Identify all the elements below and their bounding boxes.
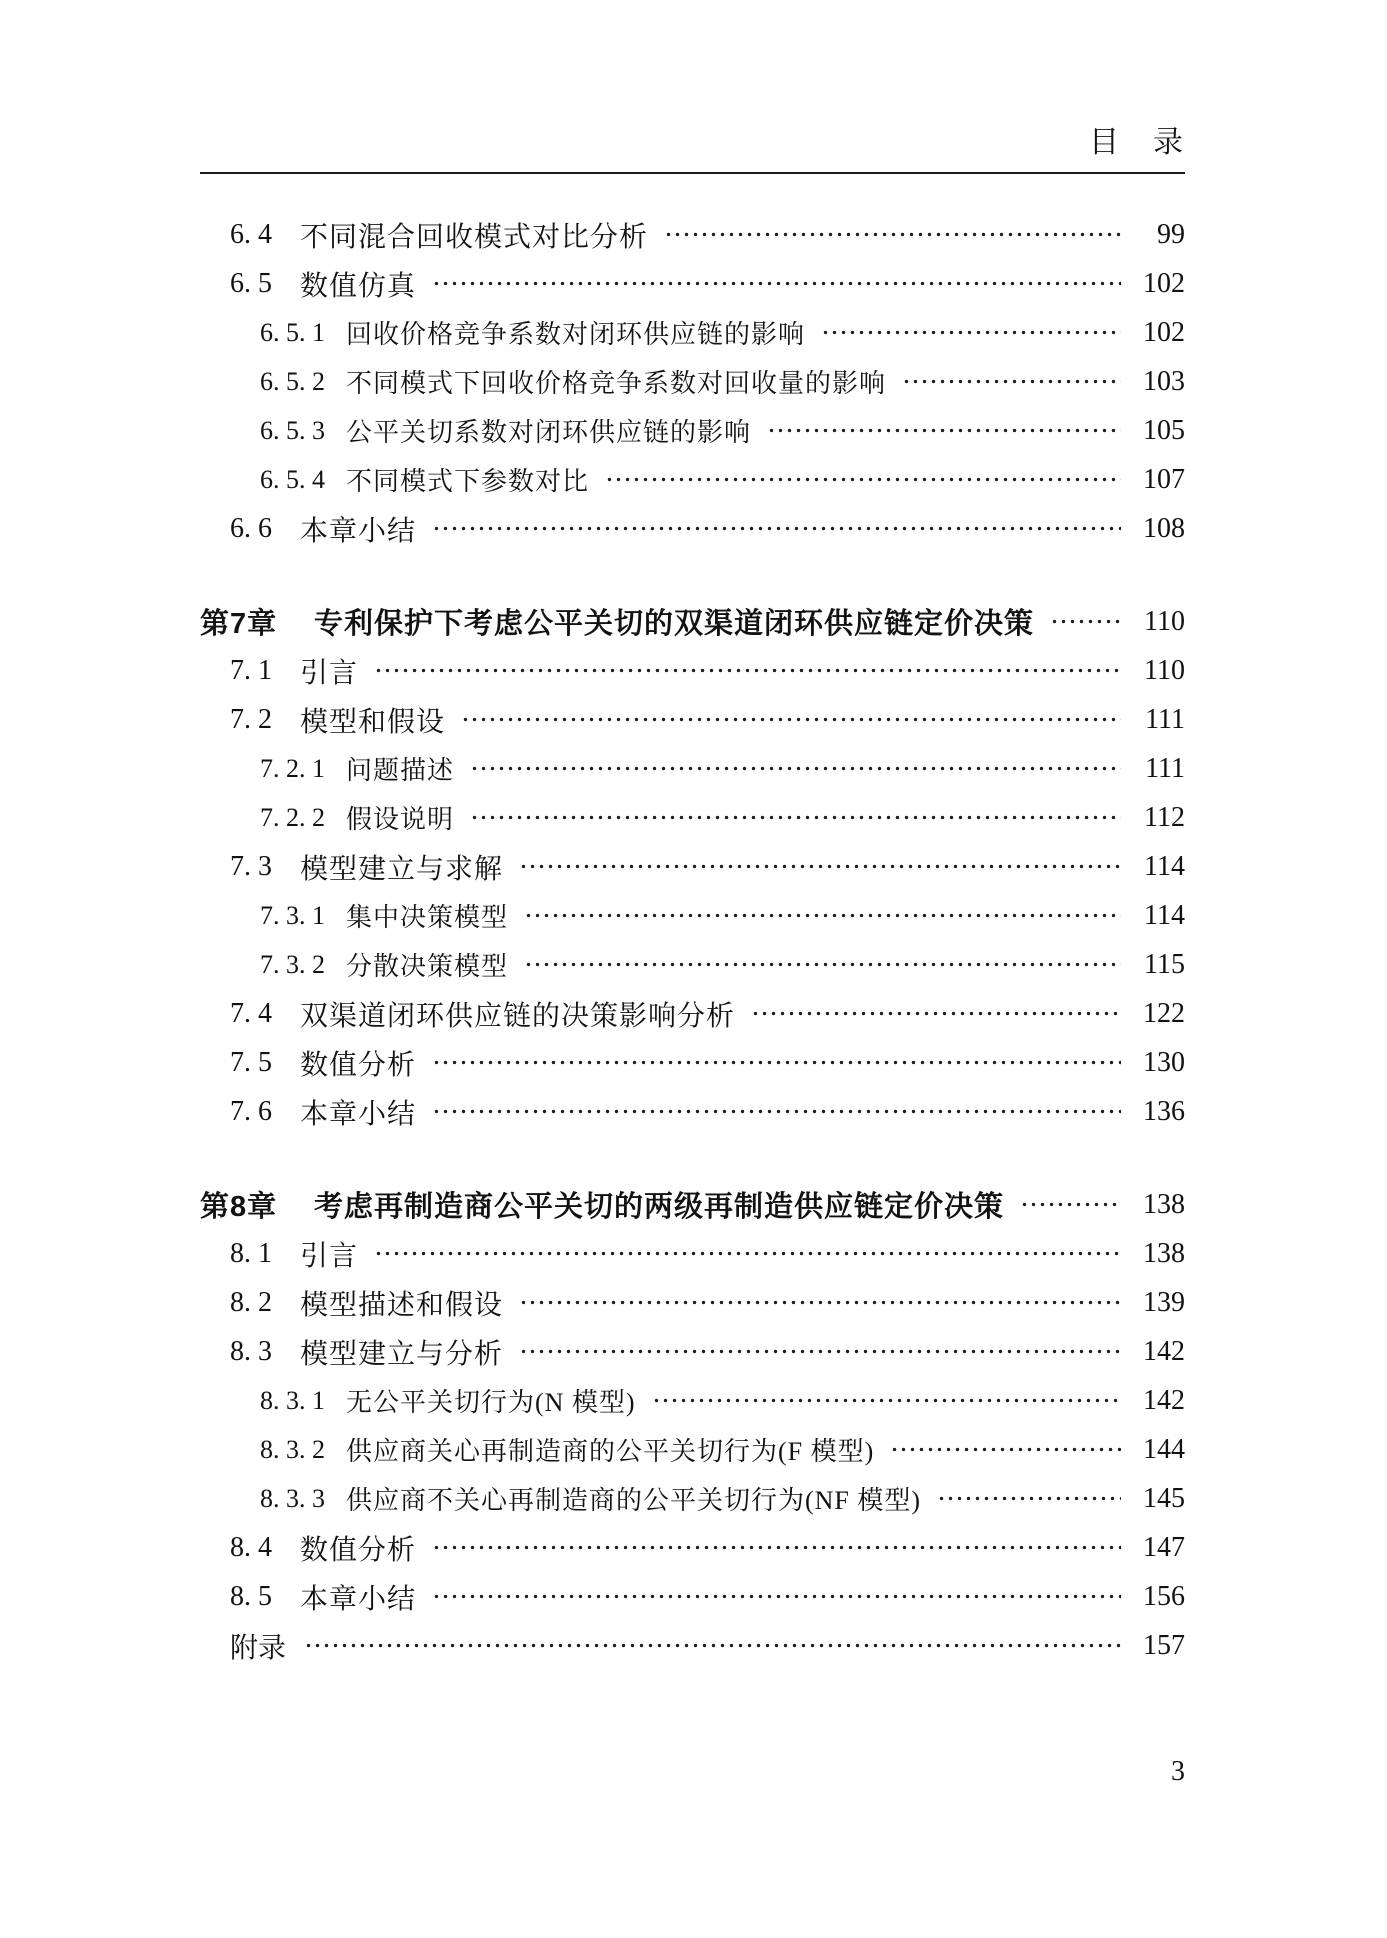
- leader-dots: [890, 1425, 1121, 1474]
- entry-title: 不同模式下参数对比: [346, 467, 590, 496]
- entry-number: 7. 5: [230, 1046, 272, 1078]
- entry-page: 103: [1143, 365, 1185, 397]
- toc-entry: [230, 210, 1185, 259]
- toc-entry: [260, 1376, 1185, 1425]
- toc-list: [200, 210, 1185, 1670]
- leader-dots: [767, 406, 1121, 455]
- entry-title: 公平关切系数对闭环供应链的影响: [346, 418, 752, 447]
- entry-page: 144: [1143, 1433, 1185, 1465]
- entry-title: 模型描述和假设: [300, 1289, 504, 1321]
- leader-dots: [605, 455, 1121, 504]
- entry-title: 本章小结: [300, 515, 417, 547]
- entry-page: 139: [1143, 1286, 1185, 1318]
- entry-page: 138: [1143, 1188, 1185, 1220]
- toc-entry: [230, 504, 1185, 553]
- entry-title: 专利保护下考虑公平关切的双渠道闭环供应链定价决策: [314, 608, 1035, 640]
- leader-dots: [519, 1278, 1121, 1327]
- leader-dots: [664, 210, 1121, 259]
- leader-dots: [1050, 597, 1121, 646]
- entry-number: 6. 5. 2: [260, 366, 325, 396]
- entry-title: 假设说明: [346, 805, 455, 834]
- entry-title: 分散决策模型: [346, 952, 509, 981]
- entry-page: 147: [1143, 1531, 1185, 1563]
- toc-entry: [230, 1621, 1185, 1670]
- entry-title: 集中决策模型: [346, 903, 509, 932]
- entry-page: 99: [1157, 218, 1185, 250]
- entry-title: 不同混合回收模式对比分析: [300, 221, 649, 253]
- entry-page: 112: [1144, 801, 1185, 833]
- toc-entry: [260, 1474, 1185, 1523]
- toc-entry: [200, 1180, 1185, 1229]
- entry-number: 6. 6: [230, 512, 272, 544]
- entry-number: 7. 3: [230, 850, 272, 882]
- entry-title: 数值分析: [300, 1049, 417, 1081]
- entry-title: 考虑再制造商公平关切的两级再制造供应链定价决策: [314, 1191, 1005, 1223]
- entry-title: 数值仿真: [300, 270, 417, 302]
- entry-page: 122: [1143, 997, 1185, 1029]
- entry-page: 102: [1143, 267, 1185, 299]
- leader-dots: [374, 1229, 1121, 1278]
- toc-entry: [260, 308, 1185, 357]
- entry-number: 7. 3. 2: [260, 949, 325, 979]
- leader-dots: [374, 646, 1121, 695]
- entry-number: 8. 5: [230, 1580, 272, 1612]
- toc-entry: [230, 695, 1185, 744]
- toc-entry: [230, 1572, 1185, 1621]
- entry-page: 142: [1143, 1384, 1185, 1416]
- toc-entry: [230, 1087, 1185, 1136]
- toc-entry: [260, 891, 1185, 940]
- entry-title: 模型建立与分析: [300, 1338, 504, 1370]
- entry-page: 108: [1143, 512, 1185, 544]
- entry-number: 8. 3: [230, 1335, 272, 1367]
- entry-number: 7. 4: [230, 997, 272, 1029]
- toc-entry: [230, 646, 1185, 695]
- toc-entry: [230, 1523, 1185, 1572]
- entry-page: 102: [1143, 316, 1185, 348]
- leader-dots: [432, 259, 1121, 308]
- entry-number: 8. 3. 1: [260, 1385, 325, 1415]
- toc-entry: [260, 357, 1185, 406]
- entry-title: 双渠道闭环供应链的决策影响分析: [300, 1000, 736, 1032]
- entry-number: 8. 3. 3: [260, 1483, 325, 1513]
- toc-entry: [260, 940, 1185, 989]
- entry-number: 第8章: [200, 1191, 278, 1223]
- leader-dots: [821, 308, 1121, 357]
- toc-entry: [230, 1327, 1185, 1376]
- entry-page: 130: [1143, 1046, 1185, 1078]
- entry-number: 7. 6: [230, 1095, 272, 1127]
- entry-number: 6. 5. 1: [260, 317, 325, 347]
- toc-entry: [260, 406, 1185, 455]
- entry-page: 156: [1143, 1580, 1185, 1612]
- entry-number: 7. 1: [230, 654, 272, 686]
- entry-title: 数值分析: [300, 1534, 417, 1566]
- entry-number: 6. 5: [230, 267, 272, 299]
- leader-dots: [461, 695, 1121, 744]
- entry-number: 7. 3. 1: [260, 900, 325, 930]
- entry-number: 第7章: [200, 608, 278, 640]
- entry-number: 8. 1: [230, 1237, 272, 1269]
- leader-dots: [304, 1621, 1121, 1670]
- toc-entry: [230, 842, 1185, 891]
- entry-title: 模型建立与求解: [300, 853, 504, 885]
- entry-page: 114: [1144, 899, 1185, 931]
- toc-entry: [230, 1278, 1185, 1327]
- entry-page: 111: [1145, 752, 1185, 784]
- leader-dots: [519, 1327, 1121, 1376]
- leader-dots: [470, 744, 1121, 793]
- entry-title: 供应商不关心再制造商的公平关切行为(NF 模型): [346, 1486, 922, 1515]
- leader-dots: [937, 1474, 1121, 1523]
- leader-dots: [902, 357, 1121, 406]
- entry-page: 136: [1143, 1095, 1185, 1127]
- entry-title: 引言: [300, 657, 359, 689]
- leader-dots: [519, 842, 1121, 891]
- toc-entry: [260, 1425, 1185, 1474]
- leader-dots: [432, 504, 1121, 553]
- toc-entry: [200, 597, 1185, 646]
- entry-number: 8. 3. 2: [260, 1434, 325, 1464]
- toc-entry: [230, 259, 1185, 308]
- entry-title: 供应商关心再制造商的公平关切行为(F 模型): [346, 1437, 875, 1466]
- entry-title: 本章小结: [300, 1098, 417, 1130]
- entry-page: 105: [1143, 414, 1185, 446]
- toc-entry: [260, 744, 1185, 793]
- leader-dots: [524, 891, 1121, 940]
- entry-page: 145: [1143, 1482, 1185, 1514]
- entry-page: 107: [1143, 463, 1185, 495]
- page-footer: [0, 1756, 1185, 1788]
- entry-page: 115: [1144, 948, 1185, 980]
- page-number: 3: [1171, 1756, 1185, 1787]
- leader-dots: [432, 1087, 1121, 1136]
- entry-number: 7. 2: [230, 703, 272, 735]
- entry-title: 无公平关切行为(N 模型): [346, 1388, 636, 1417]
- entry-title: 引言: [300, 1240, 359, 1272]
- entry-title: 模型和假设: [300, 706, 446, 738]
- entry-number: 附录: [230, 1632, 287, 1664]
- leader-dots: [470, 793, 1121, 842]
- leader-dots: [751, 989, 1121, 1038]
- entry-page: 138: [1143, 1237, 1185, 1269]
- entry-page: 110: [1144, 654, 1185, 686]
- entry-page: 157: [1143, 1629, 1185, 1661]
- leader-dots: [432, 1523, 1121, 1572]
- page-header: [200, 126, 1185, 174]
- entry-page: 110: [1144, 605, 1185, 637]
- entry-number: 6. 5. 4: [260, 464, 325, 494]
- leader-dots: [524, 940, 1121, 989]
- entry-title: 回收价格竞争系数对闭环供应链的影响: [346, 320, 806, 349]
- toc-entry: [230, 989, 1185, 1038]
- entry-number: 7. 2. 2: [260, 802, 325, 832]
- toc-entry: [230, 1038, 1185, 1087]
- entry-number: 7. 2. 1: [260, 753, 325, 783]
- entry-title: 本章小结: [300, 1583, 417, 1615]
- toc-entry: [230, 1229, 1185, 1278]
- entry-page: 111: [1145, 703, 1185, 735]
- toc-entry: [260, 455, 1185, 504]
- entry-title: 问题描述: [346, 756, 455, 785]
- leader-dots: [652, 1376, 1121, 1425]
- toc-entry: [260, 793, 1185, 842]
- entry-title: 不同模式下回收价格竞争系数对回收量的影响: [346, 369, 887, 398]
- entry-number: 6. 4: [230, 218, 272, 250]
- entry-page: 114: [1144, 850, 1185, 882]
- page-header-title: 目 录: [1089, 126, 1185, 159]
- leader-dots: [432, 1572, 1121, 1621]
- entry-page: 142: [1143, 1335, 1185, 1367]
- leader-dots: [432, 1038, 1121, 1087]
- entry-number: 8. 4: [230, 1531, 272, 1563]
- leader-dots: [1020, 1180, 1121, 1229]
- entry-number: 8. 2: [230, 1286, 272, 1318]
- entry-number: 6. 5. 3: [260, 415, 325, 445]
